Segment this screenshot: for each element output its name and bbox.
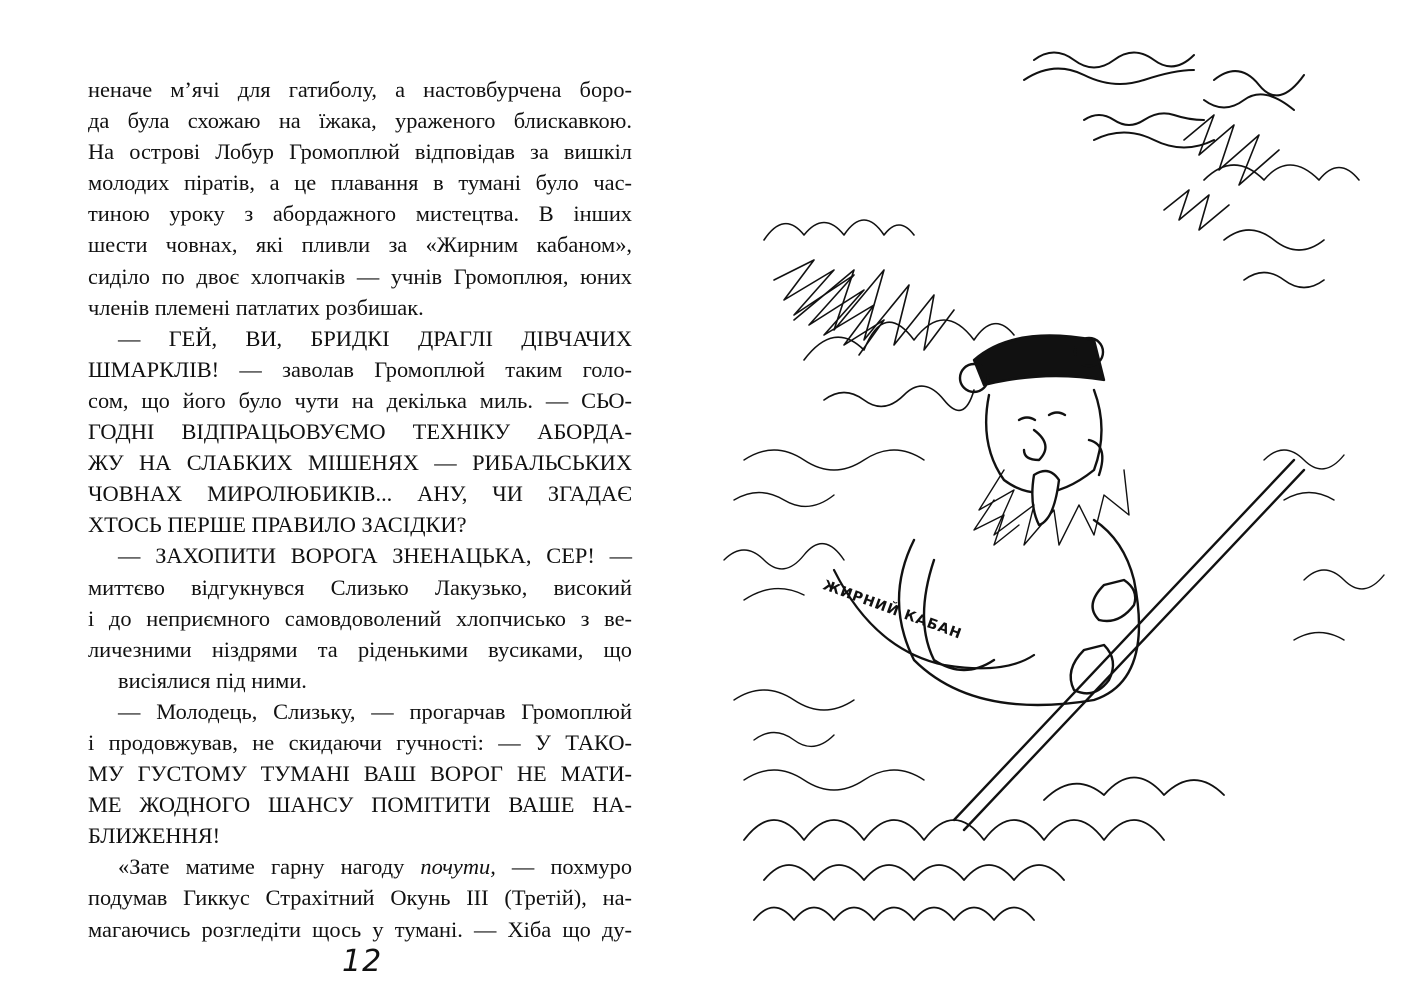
text-line <box>88 136 632 167</box>
arm-left <box>924 560 994 670</box>
text-line <box>88 447 632 478</box>
text-line-segment: — ГЕЙ, ВИ, БРИДКІ ДРАГЛІ ДІВЧАЧИХ <box>118 325 632 351</box>
dark-scribble-right <box>1164 115 1359 288</box>
text-line-segment: ХТОСЬ ПЕРШЕ ПРАВИЛО ЗАСІДКИ? <box>88 512 467 538</box>
text-line-segment: ЧОВНАХ МИРОЛЮБИКІВ... АНУ, ЧИ ЗГАДАЄ <box>88 481 632 507</box>
text-line <box>88 603 632 634</box>
text-line <box>88 789 632 820</box>
text-line <box>88 665 632 696</box>
eye-left <box>1019 418 1035 421</box>
text-line-segment: МУ ГУСТОМУ ТУМАНІ ВАШ ВОРОГ НЕ МАТИ- <box>88 761 632 787</box>
text-line-segment: миттєво відгукнувся Слизько Лакузько, високий <box>88 574 632 600</box>
text-line-segment: — ЗАХОПИТИ ВОРОГА ЗНЕНАЦЬКА, СЕР! — <box>118 543 632 569</box>
right-page <box>704 0 1407 1000</box>
hand-right <box>1093 580 1136 621</box>
text-line-segment: висіялися під ними. <box>118 667 307 693</box>
text-line-segment: ГОДНІ ВІДПРАЦЬОВУЄМО ТЕХНІКУ АБОРДА- <box>88 419 632 445</box>
text-line-segment: і продовжував, не скидаючи гучності: — У ТАКО- <box>88 729 632 755</box>
text-line-segment: членів племені патлатих розбишак. <box>88 294 424 320</box>
text-line <box>88 727 632 758</box>
wave-scribbles-bottom <box>744 778 1224 921</box>
text-line-segment: На острові Лобур Громоплюй відповідав за вишкіл <box>88 139 632 165</box>
text-line <box>88 416 632 447</box>
text-line-segment: БЛИЖЕННЯ! <box>88 823 221 849</box>
text-line <box>88 354 632 385</box>
text-line-segment: сиділо по двоє хлопчаків — учнів Громоплюя, юних <box>88 263 632 289</box>
body-text <box>88 74 632 945</box>
page-number: 12 <box>342 944 383 979</box>
text-line-segment: подумав Гиккус Страхітний Окунь ІІІ (Третій), на- <box>88 885 632 911</box>
eye-right <box>1049 413 1065 416</box>
text-line <box>88 758 632 789</box>
text-line-segment: шести човнах, які пливли за «Жирним кабаном», <box>88 232 632 258</box>
body <box>899 520 1139 705</box>
text-line <box>88 198 632 229</box>
text-line-segment: МЕ ЖОДНОГО ШАНСУ ПОМІТИТИ ВАШЕ НА- <box>88 792 632 818</box>
text-line-segment: сом, що його було чути на декілька миль. — СЬО- <box>88 387 632 413</box>
text-line-segment: — похмуро <box>495 854 633 880</box>
text-line <box>88 851 632 882</box>
text-line <box>88 229 632 260</box>
text-line-segment: тиною уроку з абордажного мистецтва. В інших <box>88 201 632 227</box>
text-line <box>88 540 632 571</box>
text-line <box>88 74 632 105</box>
helmet <box>974 336 1104 386</box>
text-line <box>88 696 632 727</box>
text-line <box>88 292 632 323</box>
text-line <box>88 914 632 945</box>
nose <box>1024 430 1045 460</box>
illustration-viking-rowing <box>704 0 1407 1000</box>
text-line-segment: — Молодець, Слизьку, — прогарчав Громоплюй <box>118 698 632 724</box>
text-line <box>88 572 632 603</box>
emphasis-word: почути, <box>420 854 496 880</box>
text-line <box>88 820 632 851</box>
hand-left <box>1071 645 1113 693</box>
text-line-segment: да була схожаю на їжака, ураженого блискавкою. <box>88 108 632 134</box>
text-line <box>88 509 632 540</box>
text-line-segment: магаючись розгледіти щось у тумані. — Хіба що ду- <box>88 916 632 942</box>
text-line <box>88 105 632 136</box>
dark-scribble-left <box>764 220 1014 410</box>
text-line <box>88 634 632 665</box>
text-line <box>88 478 632 509</box>
text-line-segment: личезними ніздрями та ріденькими вусиками, що <box>88 636 632 662</box>
text-line <box>88 261 632 292</box>
boat-label: ЖИРНИЙ КАБАН <box>820 577 965 643</box>
fog-scribble-top <box>1024 53 1304 148</box>
text-line-segment: «Зате матиме гарну нагоду <box>118 854 421 880</box>
text-line <box>88 882 632 913</box>
text-line-segment: неначе м’ячі для гатиболу, а настовбурчена боро- <box>88 77 632 102</box>
left-page <box>0 0 703 1000</box>
text-line <box>88 385 632 416</box>
text-line-segment: ШМАРКЛІВ! — заволав Громоплюй таким голо- <box>88 356 632 382</box>
text-line-segment: молодих піратів, а це плавання в тумані було час- <box>88 170 632 196</box>
text-line-segment: ЖУ НА СЛАБКИХ МІШЕНЯХ — РИБАЛЬСЬКИХ <box>88 450 632 476</box>
text-line-segment: і до неприємного самовдоволений хлопчисько з ве- <box>88 605 632 631</box>
text-line <box>88 167 632 198</box>
text-line <box>88 323 632 354</box>
